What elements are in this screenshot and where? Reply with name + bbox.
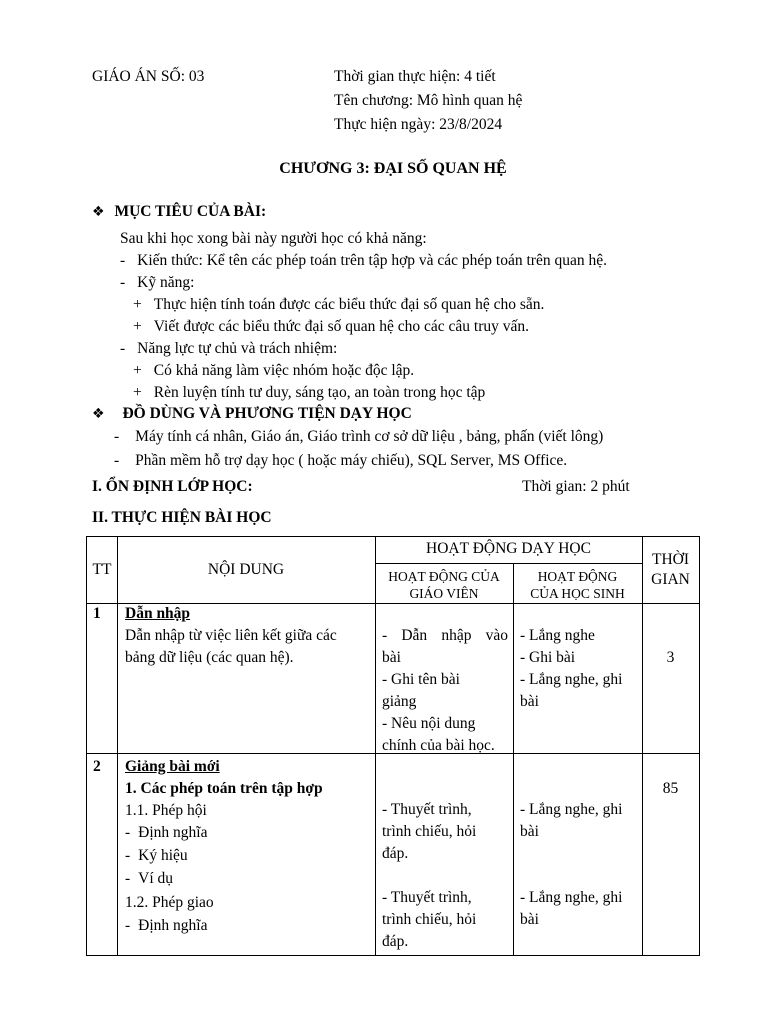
row-2-bullet-definition: - Định nghĩa xyxy=(125,824,208,841)
row-2-teacher-line: trình chiếu, hỏi xyxy=(382,911,477,928)
table-divider xyxy=(117,537,118,955)
lesson-number: GIÁO ÁN SỐ: 03 xyxy=(92,68,205,85)
row-2-student-line: bài xyxy=(520,823,539,840)
row-2-student-line: bài xyxy=(520,911,539,928)
equipment-heading: ❖ ĐỒ DÙNG VÀ PHƯƠNG TIỆN DẠY HỌC xyxy=(92,405,412,422)
row-1-teacher-line: - Ghi tên bài xyxy=(382,671,460,688)
row-1-tt: 1 xyxy=(93,605,101,622)
row-2-student-line: - Lắng nghe, ghi xyxy=(520,801,623,818)
table-divider xyxy=(642,537,643,955)
diamond-bullet-icon: ❖ xyxy=(92,406,105,422)
row-1-teacher-line: - Dẫn nhập vào xyxy=(382,627,508,644)
lesson-duration: Thời gian thực hiện: 4 tiết xyxy=(334,68,496,85)
row-2-subsection-1-2: 1.2. Phép giao xyxy=(125,894,214,911)
row-2-teacher-line: - Thuyết trình, xyxy=(382,889,472,906)
row-1-time: 3 xyxy=(666,649,675,666)
row-1-teacher-line: giảng xyxy=(382,693,417,710)
row-2-subheading: 1. Các phép toán trên tập hợp xyxy=(125,780,323,797)
row-2-tt: 2 xyxy=(93,758,101,775)
row-1-student-line: - Ghi bài xyxy=(520,649,576,666)
lesson-plan-table xyxy=(86,536,700,956)
row-1-desc-line-2: bảng dữ liệu (các quan hệ). xyxy=(125,649,294,666)
objective-skill-1: + Thực hiện tính toán được các biểu thức đại số quan hệ cho sẵn. xyxy=(133,296,545,313)
header-student-line-2: CỦA HỌC SINH xyxy=(530,586,625,601)
section-1-time: Thời gian: 2 phút xyxy=(522,478,630,495)
row-1-student-line: - Lắng nghe, ghi xyxy=(520,671,623,688)
row-2-student-line: - Lắng nghe, ghi xyxy=(520,889,623,906)
equipment-item-1: - Máy tính cá nhân, Giáo án, Giáo trình cơ sở dữ liệu , bảng, phấn (viết lông) xyxy=(114,428,604,445)
section-1-title: I. ỔN ĐỊNH LỚP HỌC: xyxy=(92,478,253,495)
header-time-line-2: GIAN xyxy=(651,571,690,588)
row-2-subsection-1-1: 1.1. Phép hội xyxy=(125,802,207,819)
row-1-teacher-line: - Nêu nội dung xyxy=(382,715,476,732)
header-teacher-line-2: GIÁO VIÊN xyxy=(409,586,479,601)
objective-skills: - Kỹ năng: xyxy=(120,274,195,291)
objective-knowledge: - Kiến thức: Kể tên các phép toán trên tập hợp và các phép toán trên quan hệ. xyxy=(120,252,607,269)
row-2-teacher-line: - Thuyết trình, xyxy=(382,801,472,818)
objective-autonomy: - Năng lực tự chủ và trách nhiệm: xyxy=(120,340,338,357)
row-2-time: 85 xyxy=(662,780,679,797)
chapter-name: Tên chương: Mô hình quan hệ xyxy=(334,92,523,109)
row-1-student-line: bài xyxy=(520,693,539,710)
page-title: CHƯƠNG 3: ĐẠI SỐ QUAN HỆ xyxy=(279,160,507,177)
table-divider xyxy=(513,563,514,955)
section-2-title: II. THỰC HIỆN BÀI HỌC xyxy=(92,509,272,526)
equipment-item-2: - Phần mềm hỗ trợ dạy học ( hoặc máy chiếu), SQL Server, MS Office. xyxy=(114,452,568,469)
row-1-desc-line-1: Dẫn nhập từ việc liên kết giữa các xyxy=(125,627,337,644)
row-2-teacher-line: đáp. xyxy=(382,845,409,862)
row-2-bullet-definition-2: - Định nghĩa xyxy=(125,917,208,934)
objectives-intro: Sau khi học xong bài này người học có khả năng: xyxy=(120,230,427,247)
objective-skill-2: + Viết được các biểu thức đại số quan hệ cho các câu truy vấn. xyxy=(133,318,529,335)
row-2-bullet-symbol: - Ký hiệu xyxy=(125,847,188,864)
header-teacher-line-1: HOẠT ĐỘNG CỦA xyxy=(388,569,500,584)
header-time-line-1: THỜI xyxy=(651,551,690,568)
row-1-teacher-line: chính của bài học. xyxy=(382,737,495,754)
header-student-line-1: HOẠT ĐỘNG xyxy=(537,569,618,584)
table-divider xyxy=(375,563,642,564)
header-tt: TT xyxy=(92,561,112,578)
objectives-heading: ❖ MỤC TIÊU CỦA BÀI: xyxy=(92,203,267,220)
objective-autonomy-2: + Rèn luyện tính tư duy, sáng tạo, an toàn trong học tập xyxy=(133,384,486,401)
row-2-bullet-example: - Ví dụ xyxy=(125,870,174,887)
row-2-title: Giảng bài mới xyxy=(125,758,220,775)
row-2-teacher-line: trình chiếu, hỏi xyxy=(382,823,477,840)
header-activities: HOẠT ĐỘNG DẠY HỌC xyxy=(426,540,591,557)
header-content: NỘI DUNG xyxy=(207,561,285,578)
diamond-bullet-icon: ❖ xyxy=(92,204,105,220)
row-2-teacher-line: đáp. xyxy=(382,933,409,950)
row-1-teacher-line: bài xyxy=(382,649,401,666)
objective-autonomy-1: + Có khả năng làm việc nhóm hoặc độc lập. xyxy=(133,362,415,379)
lesson-date: Thực hiện ngày: 23/8/2024 xyxy=(334,116,503,133)
row-1-student-line: - Lắng nghe xyxy=(520,627,595,644)
row-1-title: Dẫn nhập xyxy=(125,605,191,622)
